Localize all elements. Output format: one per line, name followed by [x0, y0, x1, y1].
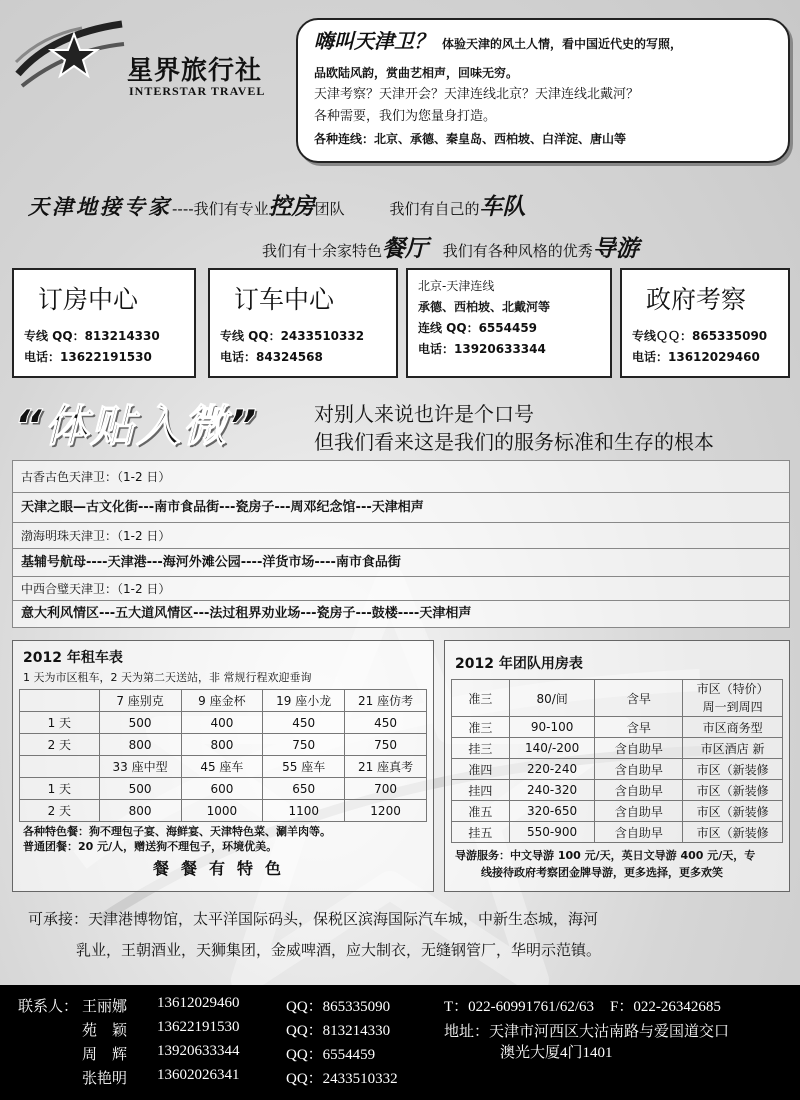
table-cell: 240-320 [509, 780, 595, 801]
table-cell: 准四 [452, 759, 510, 780]
car-table-note: 1 天为市区租车，2 天为第二天送站，非 常规行程欢迎垂询 [23, 671, 312, 684]
room-price-grid [451, 679, 783, 843]
slogan-line-2 [262, 230, 639, 263]
table-cell: 450 [345, 712, 427, 734]
contact-phone: 13602026341 [157, 1067, 240, 1083]
contact-name: 王丽娜 [82, 999, 128, 1015]
table-cell: 含自助早 [595, 780, 683, 801]
table-cell: 19 座小龙 [263, 690, 345, 712]
box-qq: 连线 QQ：6554459 [418, 321, 538, 335]
gov-inspection-box [620, 268, 790, 378]
contact-qq: QQ：6554459 [286, 1047, 376, 1063]
table-cell: 21 座仿考 [345, 690, 427, 712]
table-cell: 750 [263, 734, 345, 756]
table-cell: 1100 [263, 800, 345, 822]
table-cell: 市区酒店 新 [683, 738, 783, 759]
table-cell: 市区（新装修 [683, 780, 783, 801]
car-meal-slogan: 餐餐有特色 [152, 859, 293, 878]
box-phone: 电话：13612029460 [632, 350, 760, 364]
table-cell: 600 [181, 778, 263, 800]
box-qq: 专线 QQ：2433510332 [220, 329, 365, 343]
table-row [20, 734, 427, 756]
box-title: 订房中心 [38, 285, 139, 314]
logo-name-en: INTERSTAR TRAVEL [129, 84, 266, 98]
table-cell: 21 座真考 [345, 756, 427, 778]
motto-line-2: 但我们看来这是我们的服务标准和生存的根本 [314, 430, 714, 454]
contact-qq: QQ：2433510332 [286, 1071, 398, 1087]
table-cell: 准五 [452, 801, 510, 822]
table-cell: 含自助早 [595, 822, 683, 843]
table-row [452, 780, 783, 801]
table-cell: 挂五 [452, 822, 510, 843]
intro-line-2: 品欧陆风韵，赏曲艺相声，回味无穷。 [314, 66, 519, 80]
table-cell: 含早 [595, 717, 683, 738]
table-row [20, 690, 427, 712]
table-cell: 9 座金杯 [181, 690, 263, 712]
table-cell: 市区（新装修 [683, 801, 783, 822]
table-cell: 含自助早 [595, 759, 683, 780]
table-cell: 90-100 [509, 717, 595, 738]
table-cell: 320-650 [509, 801, 595, 822]
guide-service-1: 导游服务：中文导游 100 元/天，英日文导游 400 元/天，专 [455, 849, 756, 862]
table-cell: 33 座中型 [99, 756, 181, 778]
contact-label: 联系人： [18, 999, 79, 1015]
table-cell: 80/间 [509, 680, 595, 717]
intro-box [296, 18, 790, 163]
slogan-keyword: 导游 [592, 236, 639, 262]
route-title: 古香古色天津卫：（1-2 日） [13, 461, 789, 493]
car-rental-table [12, 640, 434, 892]
table-cell: 市区（新装修 [683, 822, 783, 843]
route-list [12, 460, 790, 628]
room-booking-box [12, 268, 196, 378]
table-row [20, 756, 427, 778]
table-cell-line: 周一到周四 [702, 700, 763, 714]
table-cell: 500 [99, 712, 181, 734]
table-cell: 含自助早 [595, 738, 683, 759]
slogan-line-1 [28, 188, 525, 221]
route-title: 中西合璧天津卫：（1-2 日） [13, 577, 789, 601]
partners-line-1: 可承接：天津港博物馆，太平洋国际码头，保税区滨海国际汽车城，中新生态城，海河 [28, 910, 599, 928]
table-cell: 2 天 [20, 734, 100, 756]
route-title: 渤海明珠天津卫：（1-2 日） [13, 523, 789, 549]
slogan-text: 我们有自己的 [389, 200, 480, 218]
table-row [452, 759, 783, 780]
box-phone: 电话：13920633344 [418, 342, 546, 356]
table-cell: 1 天 [20, 778, 100, 800]
route-path: 意大利风情区---五大道风情区---法过租界劝业场---瓷房子---鼓楼----天津相声 [21, 606, 472, 621]
slogan-text: 我们有各种风格的优秀 [442, 242, 593, 260]
table-cell: 650 [263, 778, 345, 800]
table-cell [683, 680, 783, 717]
table-cell: 市区（新装修 [683, 759, 783, 780]
route-path: 天津之眼—古文化街---南市食品街---瓷房子---周邓纪念馆---天津相声 [13, 493, 789, 523]
table-cell: 800 [99, 734, 181, 756]
address-line-2: 澳光大厦4门1401 [500, 1045, 613, 1061]
service-motto: “体贴入微” [14, 401, 259, 452]
table-row [452, 738, 783, 759]
contact-phone: 13920633344 [157, 1043, 240, 1059]
table-cell: 1 天 [20, 712, 100, 734]
table-cell: 7 座别克 [99, 690, 181, 712]
address-line-1: 地址：天津市河西区大沽南路与爱国道交口 [444, 1024, 730, 1040]
box-subtitle: 北京-天津连线 [418, 279, 495, 293]
box-title: 订车中心 [234, 285, 335, 314]
contact-name: 苑 颖 [82, 1023, 128, 1039]
slogan-keyword: 车队 [479, 194, 526, 220]
box-title: 政府考察 [646, 285, 747, 314]
slogan-text: ----我们有专业 [172, 200, 269, 218]
table-row [20, 800, 427, 822]
table-cell: 2 天 [20, 800, 100, 822]
table-cell [20, 756, 100, 778]
motto-line-1: 对别人来说也许是个口号 [314, 402, 534, 426]
table-cell: 800 [181, 734, 263, 756]
table-row [452, 801, 783, 822]
intro-line-3: 天津考察？天津开会？天津连线北京？天津连线北戴河？ [314, 87, 640, 102]
table-cell: 55 座车 [263, 756, 345, 778]
car-price-grid [19, 689, 427, 822]
contact-phone: 13612029460 [157, 995, 240, 1011]
car-booking-box [208, 268, 398, 378]
car-meal-note-1: 各种特色餐：狗不理包子宴、海鲜宴、天津特色菜、涮羊肉等。 [23, 825, 331, 838]
box-phone: 电话：84324568 [220, 350, 323, 364]
contact-qq: QQ：865335090 [286, 999, 391, 1015]
table-cell: 1000 [181, 800, 263, 822]
slogan-headline: 天津地接专家 [28, 195, 172, 219]
table-cell: 500 [99, 778, 181, 800]
company-logo [12, 12, 282, 102]
contact-footer [0, 985, 800, 1100]
table-cell: 含自助早 [595, 801, 683, 822]
room-rate-table [444, 640, 790, 892]
table-cell: 挂三 [452, 738, 510, 759]
table-cell: 140/-200 [509, 738, 595, 759]
table-cell: 450 [263, 712, 345, 734]
telephone: T：022-60991761/62/63 [444, 999, 594, 1015]
table-row [20, 712, 427, 734]
table-cell [20, 690, 100, 712]
car-meal-note-2: 普通团餐：20 元/人，赠送狗不理包子，环境优美。 [23, 840, 278, 853]
tel-fax [444, 995, 721, 1016]
table-cell: 市区商务型 [683, 717, 783, 738]
table-cell: 750 [345, 734, 427, 756]
contact-phone: 13622191530 [157, 1019, 240, 1035]
intro-line-5: 各种连线：北京、承德、秦皇岛、西柏坡、白洋淀、唐山等 [314, 132, 627, 146]
table-row [452, 680, 783, 717]
slogan-keyword: 控房 [268, 194, 315, 220]
table-cell: 准三 [452, 717, 510, 738]
table-cell: 1200 [345, 800, 427, 822]
table-row [20, 778, 427, 800]
table-cell: 准三 [452, 680, 510, 717]
intro-title: 嗨叫天津卫？ [314, 29, 434, 53]
intro-line-4: 各种需要，我们为您量身打造。 [314, 109, 497, 124]
intro-line-1: 体验天津的风土人情，看中国近代史的写照， [442, 37, 683, 51]
car-table-title: 2012 年租车表 [23, 650, 123, 666]
contact-name: 张艳明 [82, 1071, 128, 1087]
table-row [452, 822, 783, 843]
box-qq: 专线ＱＱ：865335090 [632, 329, 768, 343]
route-path: 基辅号航母----天津港---海河外滩公园----洋货市场----南市食品街 [13, 549, 789, 577]
box-subtitle: 承德、西柏坡、北戴河等 [418, 300, 551, 314]
table-cell: 700 [345, 778, 427, 800]
table-cell: 800 [99, 800, 181, 822]
contact-qq: QQ：813214330 [286, 1023, 391, 1039]
star-swirl-logo-icon [12, 16, 127, 96]
table-cell: 220-240 [509, 759, 595, 780]
slogan-text: 团队 [314, 200, 345, 218]
logo-name-cn: 星界旅行社 [127, 56, 263, 86]
table-cell: 挂四 [452, 780, 510, 801]
slogan-text: 我们有十余家特色 [262, 242, 383, 260]
table-row [452, 717, 783, 738]
beijing-link-box [406, 268, 612, 378]
table-cell: 含早 [595, 680, 683, 717]
partners-line-2: 乳业，王朝酒业，天狮集团，金威啤酒，应大制衣，无缝钢管厂，华明示范镇。 [76, 941, 602, 959]
slogan-keyword: 餐厅 [382, 236, 429, 262]
table-cell: 400 [181, 712, 263, 734]
table-cell-line: 市区（特价） [696, 682, 769, 696]
table-cell: 550-900 [509, 822, 595, 843]
box-qq: 专线 QQ：813214330 [24, 329, 160, 343]
fax: F：022-26342685 [610, 999, 721, 1015]
contact-name: 周 辉 [82, 1047, 128, 1063]
guide-service-2: 线接待政府考察团金牌导游，更多选择，更多欢笑 [481, 866, 723, 879]
table-cell: 45 座车 [181, 756, 263, 778]
box-phone: 电话：13622191530 [24, 350, 152, 364]
room-table-title: 2012 年团队用房表 [455, 656, 583, 672]
